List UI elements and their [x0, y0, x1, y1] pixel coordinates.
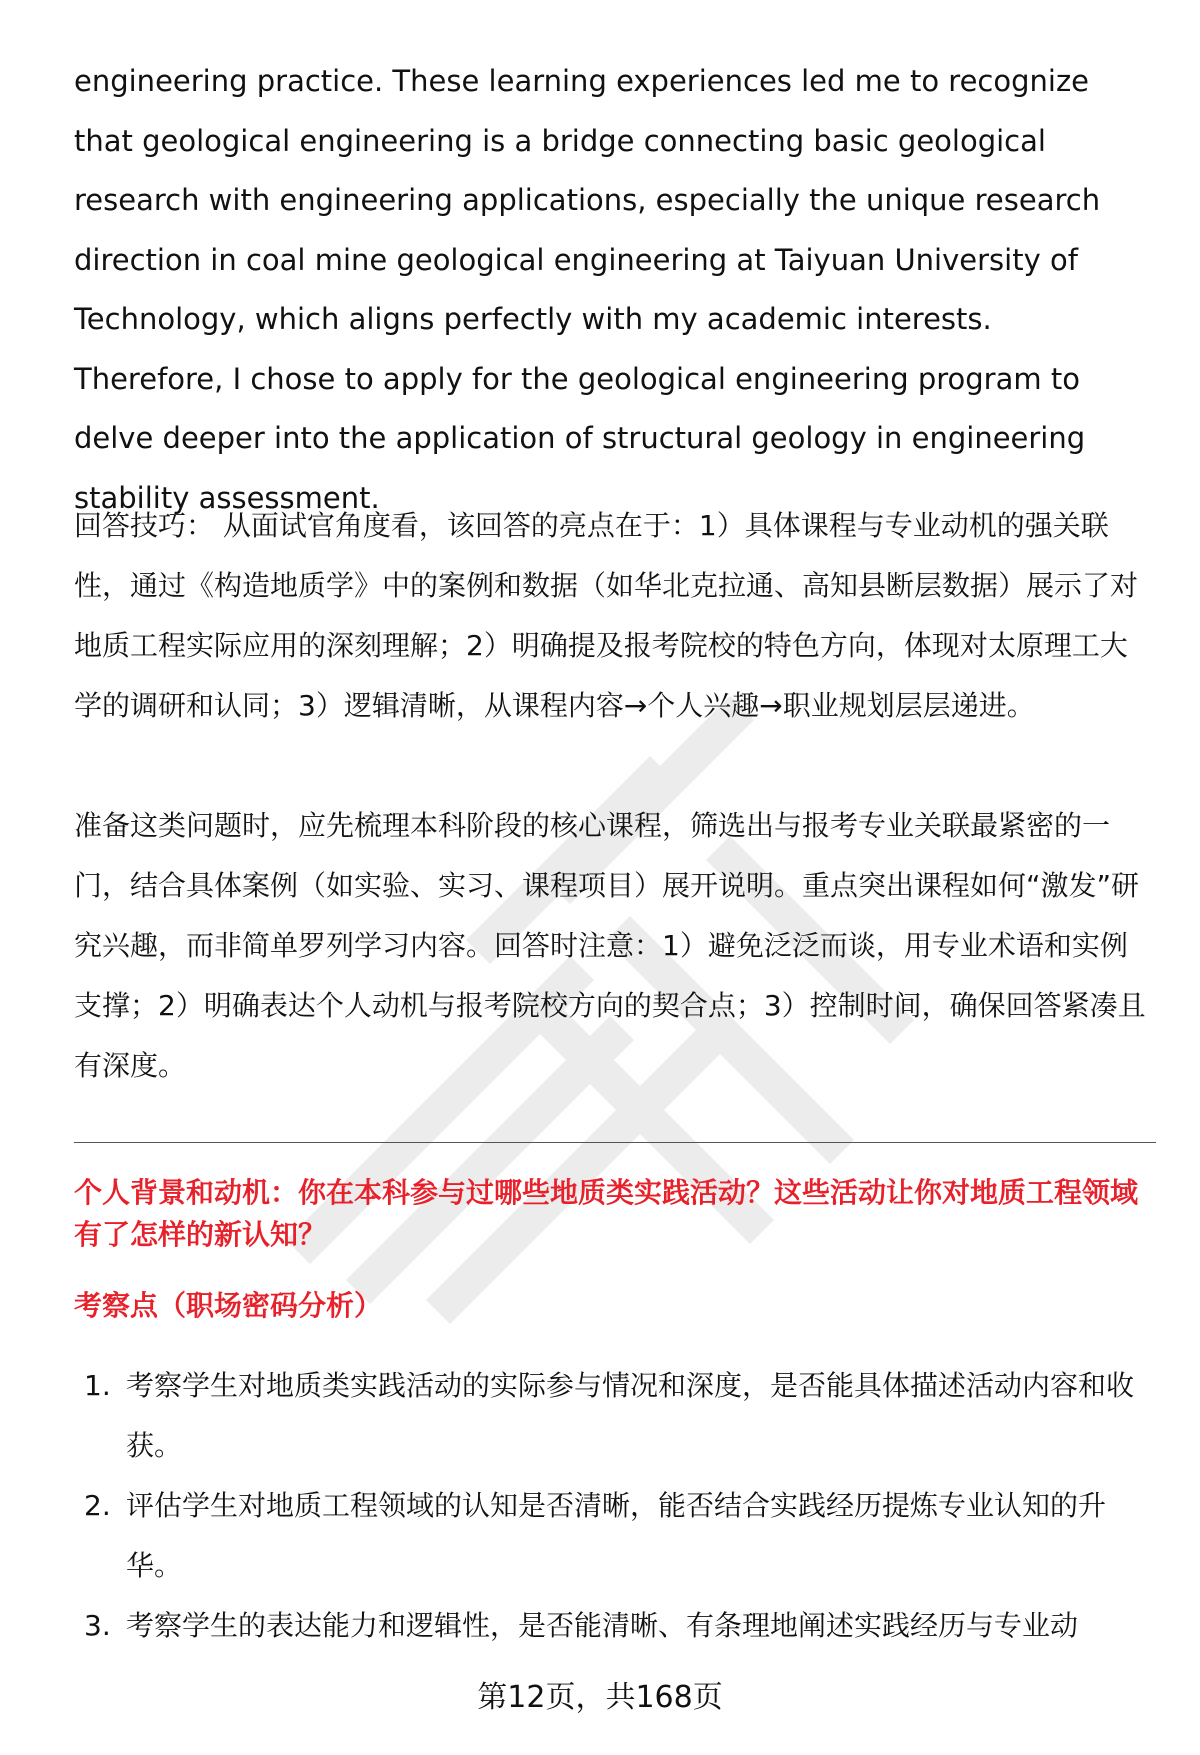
list-item-text: 评估学生对地质工程领域的认知是否清晰，能否结合实践经历提炼专业认知的升华。	[126, 1489, 1107, 1582]
list-item-number: 2.	[84, 1489, 111, 1522]
list-item-text: 考察学生的表达能力和逻辑性，是否能清晰、有条理地阐述实践经历与专业动	[126, 1609, 1079, 1642]
list-item-text: 考察学生对地质类实践活动的实际参与情况和深度，是否能具体描述活动内容和收获。	[126, 1369, 1135, 1462]
list-item	[74, 1596, 1154, 1656]
list-item	[74, 1476, 1154, 1596]
english-answer-paragraph: engineering practice. These learning experiences led me to recognize that geological engineering is a bridge connecting basic geological research with engineering applications, especially the unique research direction in coal mine geological engineering at Taiyuan University of Technology, which aligns perfectly with my academic interests. Therefore, I chose to apply for the geological engineering program to delve deeper into the application of structural geology in engineering stability assessment.	[74, 64, 1101, 515]
assessment-heading: 考察点（职场密码分析）	[74, 1289, 383, 1322]
section-divider	[74, 1142, 1156, 1143]
list-item-number: 3.	[84, 1609, 111, 1642]
preparation-advice-paragraph: 准备这类问题时，应先梳理本科阶段的核心课程，筛选出与报考专业关联最紧密的一门，结合具体案例（如实验、实习、课程项目）展开说明。重点突出课程如何“激发”研究兴趣，而非简单罗列学习内容。回答时注意：1）避免泛泛而谈，用专业术语和实例支撑；2）明确表达个人动机与报考院校方向的契合点；3）控制时间，确保回答紧凑且有深度。	[74, 809, 1146, 1082]
list-item-number: 1.	[84, 1369, 111, 1402]
page-footer: 第12页，共168页	[477, 1680, 723, 1715]
question-title: 个人背景和动机：你在本科参与过哪些地质类实践活动？这些活动让你对地质工程领域有了怎样的新认知？	[74, 1176, 1139, 1251]
list-item	[74, 1356, 1154, 1476]
assessment-points-list	[74, 1356, 1154, 1656]
answer-tips-paragraph: 回答技巧： 从面试官角度看，该回答的亮点在于：1）具体课程与专业动机的强关联性，通过《构造地质学》中的案例和数据（如华北克拉通、高知县断层数据）展示了对地质工程实际应用的深刻理解；2）明确提及报考院校的特色方向，体现对太原理工大学的调研和认同；3）逻辑清晰，从课程内容→个人兴趣→职业规划层层递进。	[74, 509, 1139, 722]
